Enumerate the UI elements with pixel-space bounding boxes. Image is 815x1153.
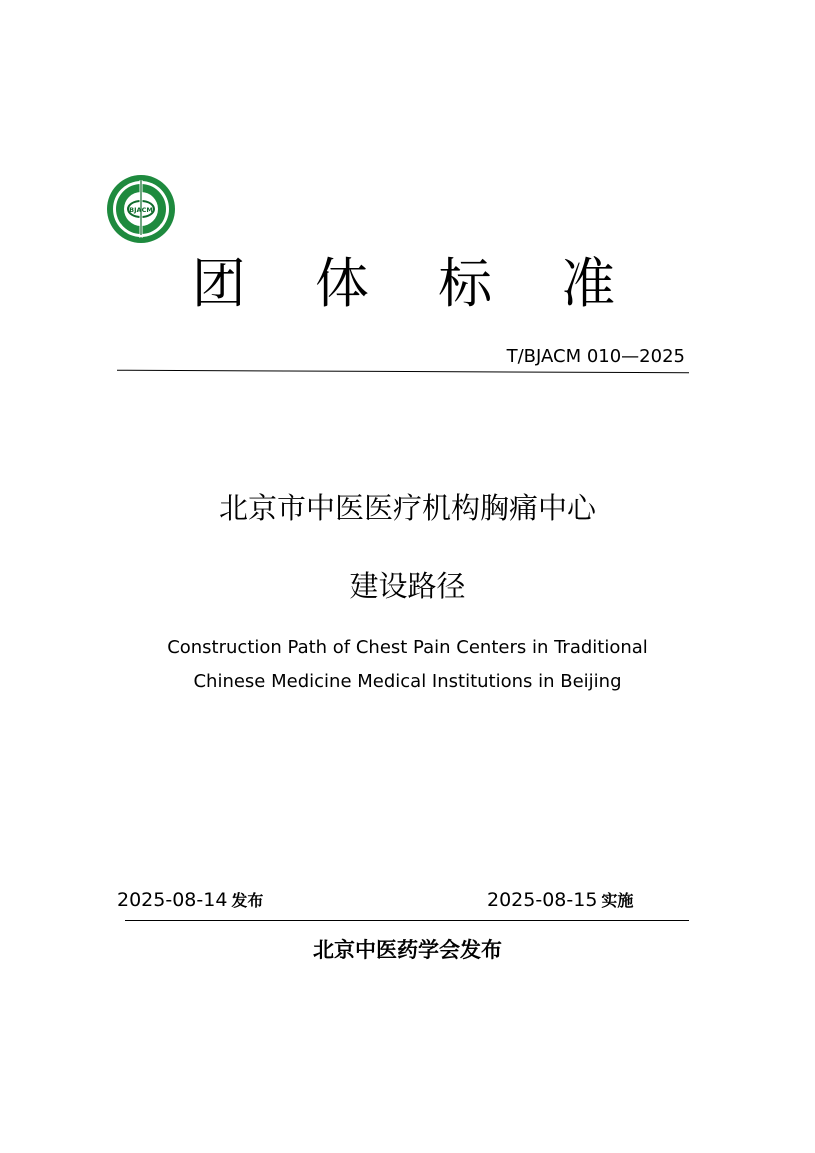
implementation-date-label: 实施 — [601, 891, 634, 910]
implementation-date — [487, 886, 633, 915]
issue-date-label: 发布 — [231, 891, 264, 910]
organization-logo — [106, 174, 176, 244]
en-title-line-2: Chinese Medicine Medical Institutions in Beijing — [193, 671, 622, 692]
footer-divider — [125, 920, 689, 921]
standard-number: T/BJACM 010—2025 — [506, 346, 685, 367]
publisher: 北京中医药学会发布 — [313, 938, 502, 962]
cn-title-line-1: 北京市中医医疗机构胸痛中心 — [218, 491, 596, 525]
en-title-line-1: Construction Path of Chest Pain Centers in Traditional — [167, 637, 648, 658]
header-divider — [117, 370, 689, 373]
logo-lettering: BJACM — [129, 206, 153, 214]
document-type-title: 团 体 标 准 — [191, 252, 642, 315]
issue-date — [117, 886, 263, 915]
cn-title-line-2: 建设路径 — [349, 569, 466, 603]
issue-date-value: 2025-08-14 — [117, 889, 228, 911]
implementation-date-value: 2025-08-15 — [487, 889, 598, 911]
